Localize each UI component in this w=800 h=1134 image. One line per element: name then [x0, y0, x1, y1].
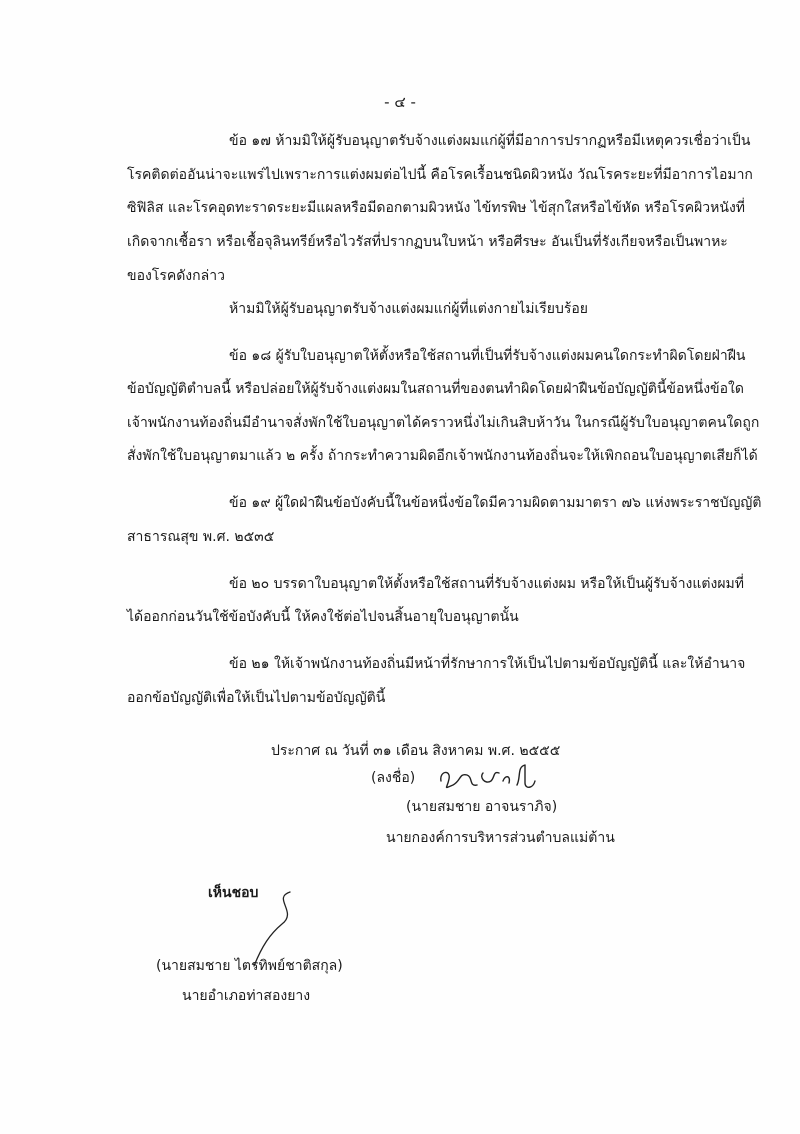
- clause-20-line-2: ได้ออกก่อนวันใช้ข้อบังคับนี้ ให้คงใช้ต่อไปจนสิ้นอายุใบอนุญาตนั้น: [127, 609, 519, 625]
- signer-position: นายกองค์การบริหารส่วนตำบลแม่ต้าน: [386, 830, 615, 846]
- approver-position: นายอำเภอท่าสองยาง: [182, 988, 311, 1004]
- signer-name: (นายสมชาย อาจนราภิจ): [406, 799, 558, 815]
- clause-19-line-2: สาธารณสุข พ.ศ. ๒๕๓๕: [127, 529, 275, 545]
- signature-image: [433, 759, 543, 795]
- clause-17-line-5: ของโรคดังกล่าว: [127, 268, 225, 284]
- approval-label: เห็นชอบ: [208, 885, 259, 901]
- clause-17-line-3: ซิฟิลิส และโรคอุดทะราดระยะมีแผลหรือมีดอกตามผิวหนัง ไข้ทรพิษ ไข้สุกใสหรือไข้หัด หรือโรคผิวหนังที่: [127, 200, 746, 216]
- announcement-date: ประกาศ ณ วันที่ ๓๑ เดือน สิงหาคม พ.ศ. ๒๕๕๕: [271, 743, 561, 759]
- clause-17-line-4: เกิดจากเชื้อรา หรือเชื้อจุลินทรีย์หรือไวรัสที่ปรากฏบนใบหน้า หรือศีรษะ อันเป็นที่รังเกียจหรือเป็นพาหะ: [127, 234, 728, 250]
- clause-18-line-1: ข้อ ๑๘ ผู้รับใบอนุญาตให้ตั้งหรือใช้สถานที่เป็นที่รับจ้างแต่งผมคนใดกระทำผิดโดยฝ่าฝืน: [229, 348, 746, 364]
- clause-21-line-1: ข้อ ๒๑ ให้เจ้าพนักงานท้องถิ่นมีหน้าที่รักษาการให้เป็นไปตามข้อบัญญัตินี้ และให้อำนาจ: [229, 656, 746, 672]
- page-number: - ๔ -: [384, 93, 416, 111]
- clause-17-line-1: ข้อ ๑๗ ห้ามมิให้ผู้รับอนุญาตรับจ้างแต่งผมแก่ผู้ที่มีอาการปรากฏหรือมีเหตุควรเชื่อว่าเป็น: [229, 133, 751, 149]
- signed-label: (ลงชื่อ): [371, 770, 416, 786]
- clause-17-line-6: ห้ามมิให้ผู้รับอนุญาตรับจ้างแต่งผมแก่ผู้ที่แต่งกายไม่เรียบร้อย: [229, 301, 588, 317]
- clause-18-line-2: ข้อบัญญัติตำบลนี้ หรือปล่อยให้ผู้รับจ้างแต่งผมในสถานที่ของตนทำผิดโดยฝ่าฝืนข้อบัญญัตินี้ข้อหนึ่งข้อใด: [127, 381, 744, 397]
- clause-17-line-2: โรคติดต่ออันน่าจะแพร่ไปเพราะการแต่งผมต่อไปนี้ คือโรคเรื้อนชนิดผิวหนัง วัณโรคระยะที่มีอาการไอมาก: [127, 167, 753, 183]
- clause-19-line-1: ข้อ ๑๙ ผู้ใดฝ่าฝืนข้อบังคับนี้ในข้อหนึ่งข้อใดมีความผิดตามมาตรา ๗๖ แห่งพระราชบัญญัติ: [229, 495, 762, 511]
- clause-20-line-1: ข้อ ๒๐ บรรดาใบอนุญาตให้ตั้งหรือใช้สถานที่รับจ้างแต่งผม หรือให้เป็นผู้รับจ้างแต่งผมที่: [229, 576, 745, 592]
- clause-21-line-2: ออกข้อบัญญัติเพื่อให้เป็นไปตามข้อบัญญัตินี้: [127, 690, 386, 706]
- clause-18-line-3: เจ้าพนักงานท้องถิ่นมีอำนาจสั่งพักใช้ใบอนุญาตได้คราวหนึ่งไม่เกินสิบห้าวัน ในกรณีผู้รับใบอนุญาตคนใดถูก: [127, 415, 760, 431]
- approver-name: (นายสมชาย ไตรทิพย์ชาติสกุล): [156, 958, 343, 974]
- clause-18-line-4: สั่งพักใช้ใบอนุญาตมาแล้ว ๒ ครั้ง ถ้ากระทำความผิดอีกเจ้าพนักงานท้องถิ่นจะให้เพิกถอนใบอนุญาตเสียก็ได้: [127, 448, 758, 464]
